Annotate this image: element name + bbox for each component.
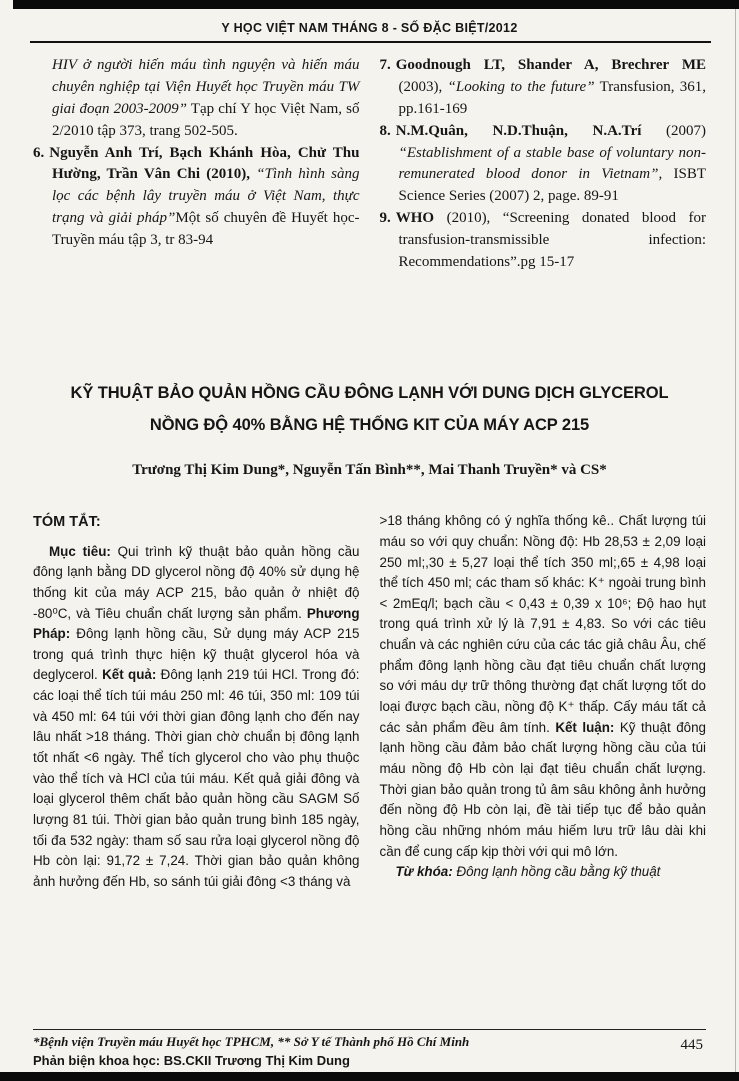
references-right-column (380, 55, 707, 274)
abstract-objective-label: Mục tiêu: (49, 543, 111, 559)
reference-9 (380, 208, 707, 274)
reference-source: Transfusion, 361, pp.161-169 (398, 78, 707, 117)
abstract-objective-text: Qui trình kỹ thuật bảo quản hồng cầu đông lạnh bằng DD glycerol nồng độ 40% sử dụng hệ thống kit của máy ACP 215, bảo quản ở nhiệt độ -80⁰C, và Tiêu chuẩn chất lượng sản phẩm. (33, 543, 360, 621)
page-number: 445 (680, 1037, 703, 1053)
reference-year: (2007) (641, 122, 706, 139)
abstract-method-label: Phương Pháp: (33, 605, 360, 642)
reference-source: ISBT Science Series (2007) 2, page. 89-91 (398, 166, 706, 205)
abstract-left-column (33, 511, 360, 892)
abstract-keywords (380, 862, 707, 883)
reference-8 (380, 121, 707, 209)
reference-authors: Nguyễn Anh Trí, Bạch Khánh Hòa, Chử Thu Hường, Trần Vân Chi (2010), (49, 144, 360, 183)
scientific-review-line: Phản biện khoa học: BS.CKII Trương Thị Kim Dung (33, 1053, 350, 1068)
abstract-section (33, 511, 706, 892)
abstract-method-text: Đông lạnh hồng cầu, Sử dụng máy ACP 215 trong quá trình thực hiện kỹ thuật glycerol hóa và deglycerol. (33, 626, 360, 683)
article-title-line-2: NỒNG ĐỘ 40% BẰNG HỆ THỐNG KIT CỦA MÁY ACP 215 (149, 416, 590, 435)
abstract-keywords-text: Đông lạnh hồng cầu bằng kỹ thuật (452, 864, 661, 880)
scan-edge-top (13, 0, 739, 9)
reference-title-italic: “Looking to the future” (447, 78, 595, 95)
reference-authors: WHO (395, 210, 435, 227)
reference-6 (33, 143, 360, 252)
abstract-result-text: Đông lạnh 219 túi HCl. Trong đó: các loại thể tích túi máu 250 ml: 46 túi, 350 ml: 109 túi và 450 ml: 64 túi với thời gian đông lạnh cho đến nay lâu nhất >18 tháng. Thời gian chờ chuẩn bị đông lạnh tốt nhất <6 ngày. Thể tích glycerol cho vào phụ thuộc vào thể tích và HCl của túi máu. Kết quả giải đông và loại glycerol thêm chất bảo quản hồng cầu SAGM Số lượng 81 túi. Thời gian bảo quản trung bình 185 ngày, tối đa 532 ngày: tham số sau rửa loại glycerol nồng độ Hb còn lại: 91,72 ± 7,24. Thời gian bảo quản không ảnh hưởng đến Hb, so sánh túi giải đông <3 tháng và (33, 667, 360, 889)
reference-year: (2003), (398, 78, 448, 95)
scan-edge-bottom (0, 1072, 739, 1081)
abstract-conclusion-label: Kết luận: (555, 719, 615, 735)
reference-source: Tạp chí Y học Việt Nam, số 2/2010 tập 373, trang 502-505. (52, 100, 360, 139)
author-affiliations: *Bệnh viện Truyền máu Huyết học TPHCM, ** Sở Y tế Thành phố Hồ Chí Minh (33, 1034, 470, 1049)
article-title-line-1: KỸ THUẬT BẢO QUẢN HỒNG CẦU ĐÔNG LẠNH VỚI DUNG DỊCH GLYCEROL (70, 383, 669, 402)
reference-number: 9. (379, 210, 391, 227)
abstract-result-label: Kết quả: (102, 667, 157, 683)
reference-title-italic: “Tình hình sàng lọc các bệnh lây truyền máu ở Việt Nam, thực trạng và giải pháp” (52, 166, 360, 227)
abstract-body-left (33, 542, 360, 893)
reference-source: Một số chuyên đề Huyết học-Truyền máu tập 3, tr 83-94 (52, 210, 360, 249)
abstract-result-continued: >18 tháng không có ý nghĩa thống kê.. Chất lượng túi máu so với quy chuẩn: Nồng độ: Hb 28,53 ± 2,09 loại 250 ml;,30 ± 5,27 loại thể tích 350 ml;,65 ± 4,98 loại thể tích 450 ml; các tham số khác: K⁺ ngoài trung bình < 2mEq/l; bạch cầu < 0,43 ± 0,39 x 10⁶; Độ hao hụt trong quá trình xử lý là 7,91 ± 4,83. So với các tiêu chuẩn và các nghiên cứu của các tác giả châu Âu, chế phẩm đông lạnh hồng cầu đạt tiêu chuẩn chất lượng so với máu dự trữ thông thường đạt chất lượng tốt do loại được bạch cầu, nồng độ K⁺ thấp. Cấy máu tất cả các sản phẩm đều âm tính. (379, 513, 706, 735)
abstract-conclusion-text: Kỹ thuật đông lạnh hồng cầu đảm bảo chất lượng hồng cầu của túi máu nồng độ Hb còn lại đạt tiêu chuẩn chất lượng. Thời gian bảo quản trong tủ âm sâu không ảnh hưởng đến nồng độ Hb còn lại, đề tài tiếp tục để bảo quản hồng cầu những nhóm máu hiếm lưu trữ lâu dài khi cần để cung cấp kịp thời với qui mô lớn. (379, 719, 706, 859)
header-rule (30, 41, 711, 43)
abstract-body-right (380, 511, 707, 862)
article-authors: Trương Thị Kim Dung*, Nguyễn Tấn Bình**, Mai Thanh Truyền* và CS* (132, 462, 607, 479)
journal-header-text: Y HỌC VIỆT NAM THÁNG 8 - SỐ ĐẶC BIỆT/2012 (221, 21, 518, 35)
reference-source: (2010), “Screening donated blood for transfusion-transmissible infection: Recommendations”.pg 15-17 (398, 210, 706, 271)
scan-edge-right (735, 9, 736, 1072)
reference-title-italic: HIV ở người hiến máu tình nguyện và hiến máu chuyên nghiệp tại Viện Huyết học Truyền máu TW giai đoạn 2003-2009” (52, 57, 360, 117)
reference-number: 8. (379, 122, 391, 139)
reference-authors: Goodnough LT, Shander A, Brechrer ME (395, 57, 706, 73)
article-title (33, 377, 706, 441)
reference-5-continuation (33, 55, 360, 143)
references-section (33, 55, 706, 274)
page-content (0, 55, 739, 892)
reference-7 (380, 55, 707, 121)
reference-authors: N.M.Quân, N.D.Thuận, N.A.Trí (395, 122, 642, 139)
page-footer (33, 1029, 706, 1068)
abstract-keywords-label: Từ khóa: (395, 864, 453, 880)
footnote-rule (33, 1029, 706, 1030)
references-left-column (33, 55, 360, 274)
reference-number: 7. (379, 57, 391, 73)
abstract-heading: TÓM TẮT: (33, 514, 101, 531)
reference-number: 6. (33, 144, 45, 161)
reference-title-italic: “Establishment of a stable base of voluntary non-remunerated blood donor in Vietnam”, (398, 144, 706, 183)
abstract-right-column (380, 511, 707, 892)
